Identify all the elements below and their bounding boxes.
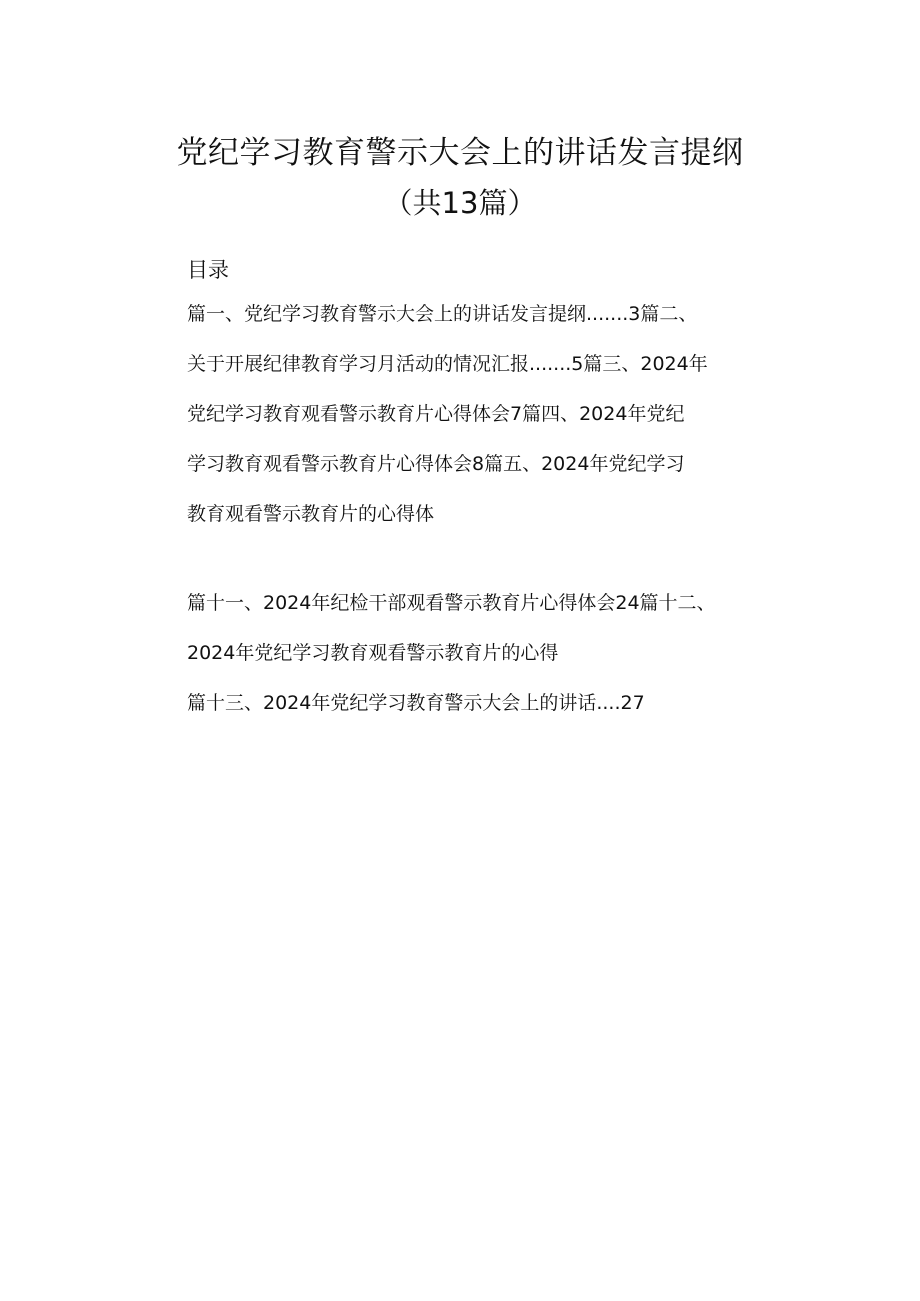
toc-line: 2024年党纪学习教育观看警示教育片的心得 [187, 642, 559, 664]
toc-block-2 [187, 578, 797, 728]
document-title: 党纪学习教育警示大会上的讲话发言提纲 [176, 135, 744, 171]
toc-line: 党纪学习教育观看警示教育片心得体会7篇四、2024年党纪 [187, 403, 685, 425]
toc-line: 篇十一、2024年纪检干部观看警示教育片心得体会24篇十二、 [187, 592, 716, 614]
toc-heading: 目录 [187, 258, 229, 282]
toc-line: 教育观看警示教育片的心得体 [187, 503, 435, 525]
title-block [0, 132, 920, 224]
toc-block-1 [187, 289, 797, 539]
toc-line: 篇十三、2024年党纪学习教育警示大会上的讲话....27 [187, 692, 645, 714]
toc-line: 关于开展纪律教育学习月活动的情况汇报.......5篇三、2024年 [187, 353, 708, 375]
document-subtitle: （共13篇） [383, 186, 537, 220]
toc-line: 篇一、党纪学习教育警示大会上的讲话发言提纲.......3篇二、 [187, 303, 698, 325]
toc-line: 学习教育观看警示教育片心得体会8篇五、2024年党纪学习 [187, 453, 685, 475]
